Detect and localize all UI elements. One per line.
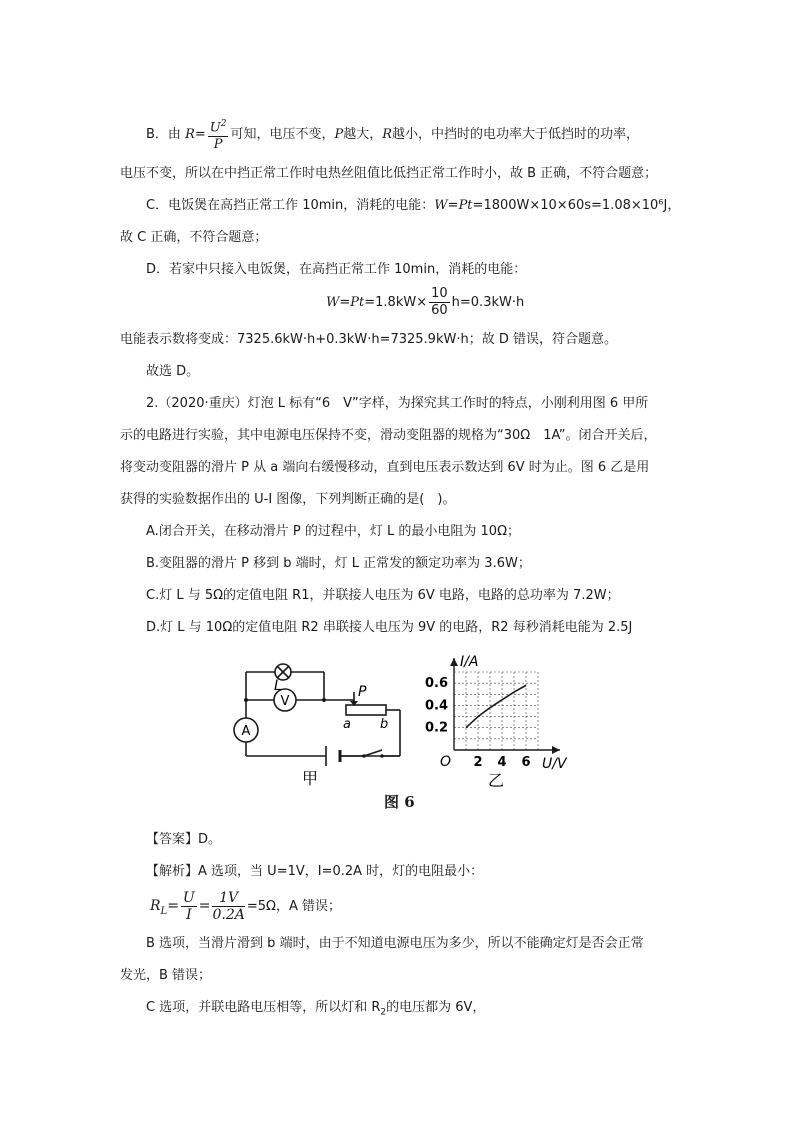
figure-caption: 图 6 <box>384 793 415 811</box>
x-tick-label: 4 <box>497 755 507 770</box>
analysis-text: A 选项，当 U=1V，I=0.2A 时，灯的电阻最小： <box>198 864 484 879</box>
option-c-line-2: 故 C 正确，不符合题意； <box>120 230 268 245</box>
circuit-diagram <box>228 650 410 790</box>
y-axis-arrow-icon <box>450 658 458 666</box>
y-tick-label: 0.2 <box>424 720 448 736</box>
y-axis-label: I/A <box>460 654 479 670</box>
ammeter-label: A <box>241 724 251 739</box>
time-fraction: $\frac{10}{60}$ <box>431 286 448 318</box>
x-axis-arrow-icon <box>552 746 560 754</box>
origin-label: O <box>440 754 452 770</box>
question-2-line-1: 2.（2020·重庆）灯泡 L 标有“6 V”字样，为探究其工作时的特点，小刚利用图 6 甲所 <box>146 396 649 411</box>
y-tick-label: 0.4 <box>424 698 448 714</box>
answer-text: D。 <box>198 832 222 847</box>
slider-label: P <box>358 684 367 700</box>
option-d-line-3: 电能表示数将变成：7325.6kW·h+0.3kW·h=7325.9kW·h；故 D 错误，符合题意。 <box>120 332 617 347</box>
analysis-c-line: C 选项，并联电路电压相等，所以灯和 $R_2$的电压都为 6V， <box>146 1000 486 1018</box>
end-a-label: a <box>343 717 351 732</box>
choice-b: B.变阻器的滑片 P 移到 b 端时，灯 L 正常发的额定功率为 3.6W； <box>146 556 531 571</box>
x-tick-label: 2 <box>473 755 483 770</box>
choice-a: A.闭合开关，在移动滑片 P 的过程中，灯 L 的最小电阻为 10Ω； <box>146 524 521 539</box>
y-tick-label: 0.6 <box>424 676 448 692</box>
answer-label: 【答案】 <box>146 832 199 847</box>
analysis-b-line-1: B 选项，当滑片滑到 b 端时，由于不知道电源电压为多少，所以不能确定灯是否会正常 <box>146 936 644 951</box>
choice-d: D.灯 L 与 10Ω的定值电阻 R2 串联接人电压为 9V 的电路，R2 每秒消耗电能为 2.5J <box>146 620 633 635</box>
option-b-line-1: B．由 R= $\frac{U^2}{P}$ 可知，电压不变，P越大，R越小，中挡时的电功率大于低挡时的功率， <box>146 116 639 153</box>
analysis-b-line-2: 发光，B 错误； <box>120 968 212 983</box>
option-d-formula: W=Pt=1.8kW× $\frac{10}{60}$ h=0.3kW·h <box>326 286 525 318</box>
resistance-formula: $R_L=$ $\frac{U}{I}$ = $\frac{1V}{0.2A}$ =5Ω，A 错误； <box>150 889 341 923</box>
choice-c: C.灯 L 与 5Ω的定值电阻 R1，并联接人电压为 6V 电路，电路的总功率为 7.2W； <box>146 588 620 603</box>
question-2-line-4: 获得的实验数据作出的 U-I 图像，下列判断正确的是( )。 <box>120 492 456 507</box>
x-tick-label: 6 <box>521 755 531 770</box>
end-b-label: b <box>380 717 389 732</box>
power-formula-fraction: $\frac{U^2}{P}$ <box>208 116 229 153</box>
voltmeter-label: V <box>280 694 290 709</box>
question-2-line-3: 将变动变阻器的滑片 P 从 a 端向右缓慢移动，直到电压表示数达到 6V 时为止。图 6 乙是用 <box>120 460 650 475</box>
left-caption: 甲 <box>301 769 319 788</box>
ui-graph <box>420 650 590 792</box>
option-d-line-1: D．若家中只接入电饭煲，在高挡正常工作 10min，消耗的电能： <box>146 262 527 277</box>
analysis-line <box>146 862 483 882</box>
choose-line: 故选 D。 <box>146 364 200 379</box>
analysis-label: 【解析】 <box>146 864 199 879</box>
series-line <box>466 685 526 727</box>
x-axis-label: U/V <box>542 756 567 772</box>
option-c-line-1: C．电饭煲在高挡正常工作 10min，消耗的电能：W=Pt=1800W×10×60s=1.08×10⁶J， <box>146 198 681 213</box>
answer-line <box>146 830 221 850</box>
lamp-label: L <box>274 678 282 694</box>
question-2-line-2: 示的电路进行实验，其中电源电压保持不变，滑动变阻器的规格为“30Ω 1A”。闭合开关后， <box>120 428 657 443</box>
option-b-line-2: 电压不变，所以在中挡正常工作时电热丝阻值比低挡正常工作时小，故 B 正确，不符合题意； <box>120 166 658 181</box>
right-caption: 乙 <box>487 771 505 790</box>
